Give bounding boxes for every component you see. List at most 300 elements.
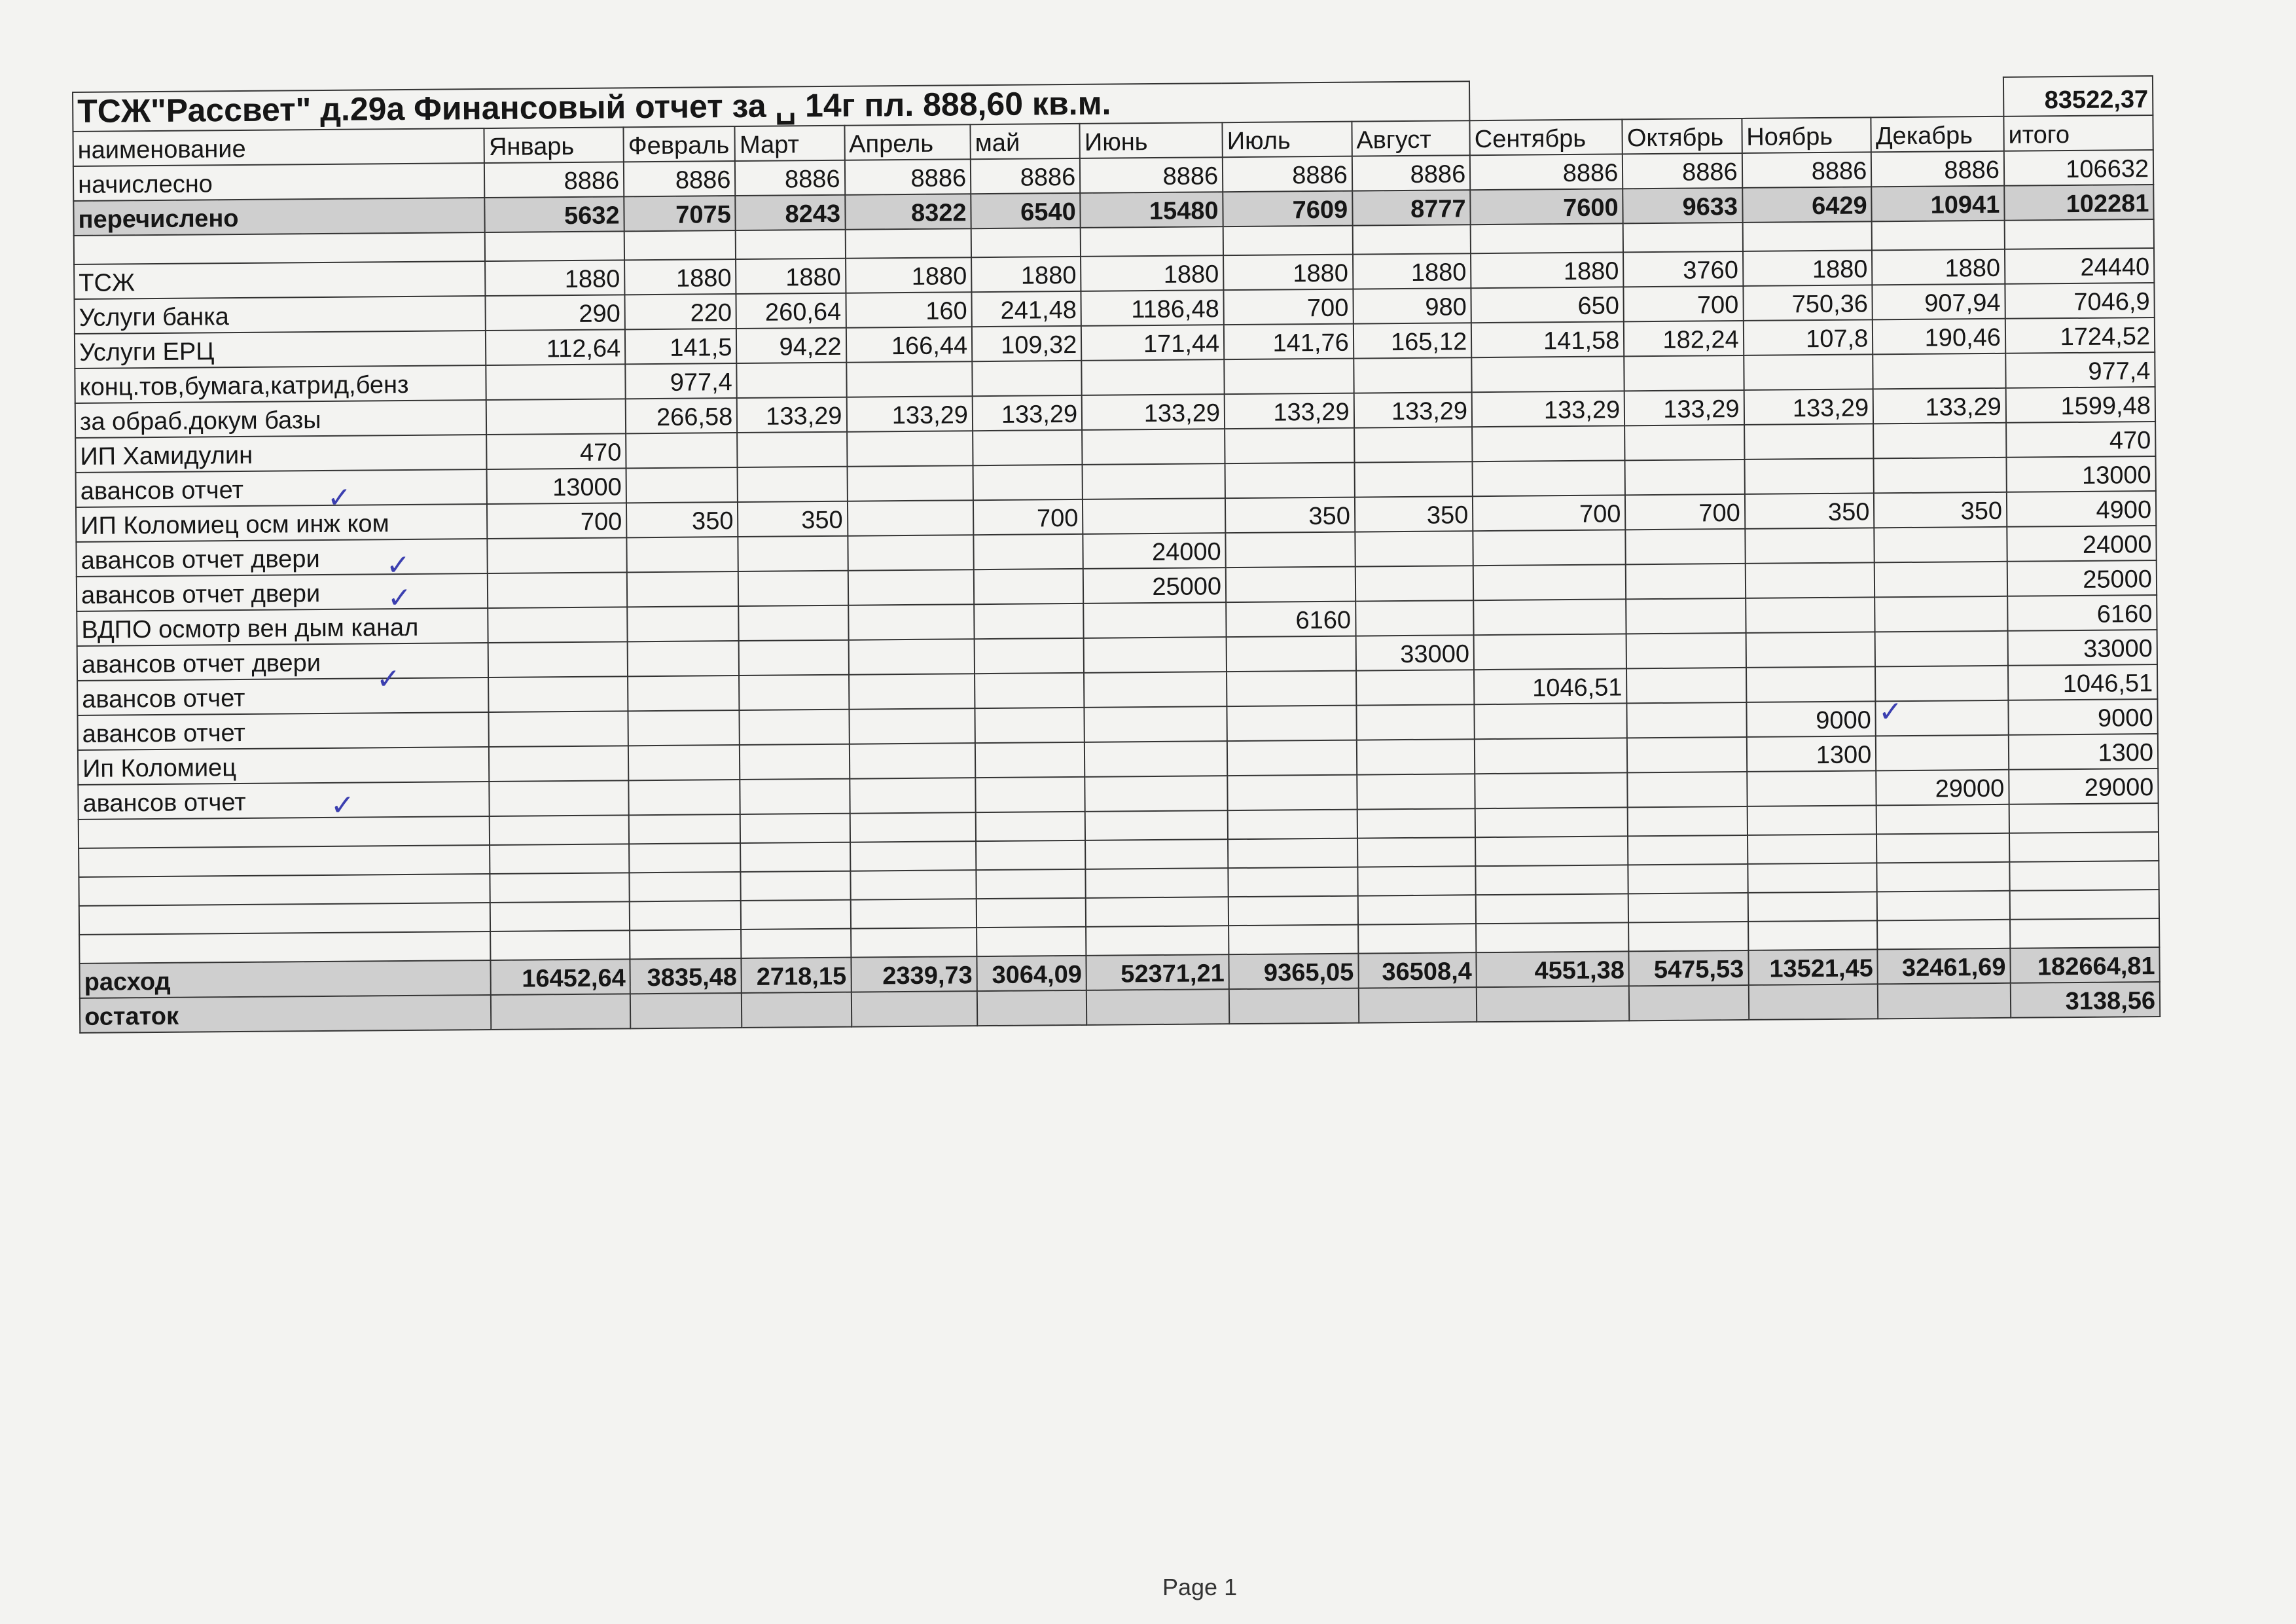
value-cell: [1085, 776, 1228, 812]
value-cell: 6160: [1226, 601, 1355, 637]
value-cell: [742, 992, 852, 1027]
empty-cell: [1357, 895, 1476, 924]
value-cell: [1873, 422, 2006, 458]
value-cell: 10941: [1871, 185, 2004, 221]
value-cell: 8886: [971, 158, 1081, 193]
empty-cell: [741, 899, 851, 929]
value-cell: [1746, 632, 1875, 668]
value-cell: 133,29: [1624, 389, 1744, 425]
value-cell: 190,46: [1873, 318, 2005, 354]
value-cell: [739, 674, 849, 710]
value-cell: [1357, 774, 1475, 809]
value-cell: 1880: [1081, 255, 1223, 291]
value-cell: [738, 535, 848, 571]
value-cell: [1475, 738, 1627, 774]
row-label: остаток: [80, 995, 492, 1033]
value-cell: [1475, 772, 1627, 808]
value-cell: 5475,53: [1629, 950, 1749, 985]
value-cell: 141,76: [1224, 323, 1354, 359]
row-label: ТСЖ: [74, 261, 486, 299]
row-total: 102281: [2004, 185, 2154, 221]
value-cell: [1874, 457, 2007, 493]
empty-cell: [736, 229, 846, 259]
empty-cell: [629, 843, 741, 873]
value-cell: [1744, 424, 1874, 460]
row-label: Услуги ЕРЦ: [75, 331, 486, 369]
empty-cell: [1628, 921, 1748, 950]
value-cell: 220: [625, 294, 737, 329]
value-cell: 1880: [1471, 252, 1623, 288]
empty-cell: [2009, 803, 2159, 833]
empty-cell: [850, 812, 976, 842]
empty-cell: [624, 230, 736, 260]
financial-report-sheet: [72, 75, 2161, 1033]
value-cell: 1880: [736, 258, 846, 293]
value-cell: [1626, 598, 1746, 633]
value-cell: [630, 993, 742, 1028]
row-label: ВДПО осмотр вен дым канал: [77, 608, 488, 646]
value-cell: 133,29: [737, 397, 847, 432]
value-cell: [1227, 636, 1356, 672]
value-cell: 8886: [844, 159, 971, 195]
value-cell: [851, 991, 977, 1027]
value-cell: [626, 467, 738, 503]
value-cell: [739, 605, 849, 640]
column-header-month: Март: [735, 125, 845, 160]
value-cell: [486, 399, 626, 435]
value-cell: 241,48: [971, 291, 1081, 326]
value-cell: [1624, 355, 1744, 390]
empty-cell: [79, 931, 491, 964]
value-cell: 160: [846, 292, 972, 328]
empty-cell: [1742, 221, 1872, 251]
checkmark-icon: ✓: [386, 549, 410, 582]
value-cell: [1473, 599, 1626, 635]
value-cell: [1226, 566, 1355, 602]
value-cell: 3760: [1623, 251, 1743, 286]
checkmark-icon: ✓: [331, 789, 355, 822]
value-cell: [972, 360, 1082, 395]
value-cell: 166,44: [846, 327, 972, 363]
empty-cell: [1476, 922, 1628, 952]
value-cell: [627, 571, 739, 607]
row-total: 6160: [2007, 595, 2157, 631]
value-cell: [1473, 564, 1626, 600]
value-cell: 133,29: [1744, 389, 1873, 425]
row-total: 24000: [2007, 526, 2157, 562]
empty-cell: [1229, 924, 1358, 954]
value-cell: 980: [1353, 288, 1471, 323]
value-cell: 16452,64: [491, 959, 630, 995]
value-cell: 470: [486, 433, 626, 469]
value-cell: [1745, 562, 1874, 598]
empty-cell: [1228, 838, 1357, 868]
value-cell: [1473, 530, 1626, 566]
value-cell: 9633: [1623, 187, 1742, 223]
value-cell: [1629, 984, 1749, 1020]
value-cell: [973, 464, 1083, 499]
empty-cell: [740, 813, 850, 842]
value-cell: [1086, 989, 1229, 1025]
row-label: авансов отчет: [77, 712, 489, 750]
row-total: 24440: [2005, 248, 2155, 284]
value-cell: 24000: [1083, 533, 1226, 569]
row-total: 1724,52: [2005, 317, 2155, 353]
empty-cell: [79, 903, 491, 935]
column-header-month: май: [970, 123, 1080, 158]
empty-cell: [1229, 895, 1358, 926]
value-cell: [739, 640, 849, 675]
row-total: 9000: [2008, 699, 2158, 735]
value-cell: 8886: [1223, 156, 1352, 192]
value-cell: 350: [738, 501, 848, 536]
value-cell: 165,12: [1354, 323, 1472, 358]
value-cell: [1626, 563, 1746, 598]
value-cell: [1748, 984, 1878, 1020]
value-cell: 133,29: [1472, 391, 1624, 427]
value-cell: 1880: [1743, 250, 1873, 286]
empty-cell: [2005, 219, 2154, 249]
value-cell: [628, 780, 740, 815]
empty-cell: [1628, 863, 1748, 893]
empty-cell: [490, 901, 630, 931]
value-cell: [1359, 987, 1477, 1022]
column-header-month: Сентябрь: [1470, 119, 1623, 155]
value-cell: [1357, 739, 1475, 774]
value-cell: [627, 606, 739, 641]
financial-report-table: [72, 75, 2161, 1033]
value-cell: [1745, 528, 1874, 564]
value-cell: [975, 707, 1085, 742]
value-cell: 8886: [1470, 154, 1623, 190]
value-cell: 107,8: [1743, 319, 1873, 355]
value-cell: 290: [486, 295, 625, 331]
value-cell: 700: [973, 499, 1083, 534]
empty-cell: [1475, 836, 1628, 866]
empty-cell: [2009, 860, 2159, 890]
checkmark-icon: ✓: [376, 662, 401, 696]
value-cell: 8886: [624, 161, 736, 196]
empty-cell: [1628, 835, 1748, 864]
empty-cell: [1877, 861, 2010, 892]
value-cell: 3835,48: [630, 958, 742, 994]
value-cell: 700: [487, 503, 626, 539]
value-cell: 1186,48: [1081, 290, 1224, 326]
value-cell: [626, 433, 738, 468]
value-cell: [850, 778, 976, 814]
row-label: авансов отчет: [77, 677, 489, 715]
empty-cell: [1086, 926, 1229, 956]
empty-cell: [630, 929, 742, 959]
empty-cell: [1357, 808, 1475, 838]
value-cell: [738, 466, 848, 501]
value-cell: 171,44: [1081, 325, 1224, 361]
empty-cell: [1872, 220, 2005, 250]
value-cell: [1355, 531, 1473, 566]
value-cell: [1227, 670, 1356, 706]
value-cell: [1874, 561, 2007, 597]
value-cell: 94,22: [736, 327, 846, 363]
column-header-month: Июль: [1223, 121, 1352, 157]
value-cell: [1355, 566, 1473, 601]
column-header-month: Июнь: [1080, 122, 1223, 158]
value-cell: [489, 711, 628, 747]
value-cell: [1746, 666, 1876, 702]
value-cell: [626, 537, 738, 572]
value-cell: 700: [1224, 289, 1354, 325]
empty-cell: [1748, 834, 1877, 864]
value-cell: 350: [626, 502, 738, 537]
empty-cell: [1748, 892, 1877, 922]
value-cell: [847, 431, 973, 467]
value-cell: [1229, 988, 1359, 1024]
row-total: 29000: [2009, 768, 2159, 804]
row-total: 13000: [2006, 456, 2156, 492]
value-cell: 109,32: [972, 325, 1082, 361]
value-cell: [1083, 602, 1226, 638]
empty-cell: [1628, 806, 1748, 835]
row-total: 7046,9: [2005, 283, 2155, 319]
value-cell: [1627, 702, 1747, 737]
row-label: авансов отчет: [76, 469, 488, 507]
value-cell: 1880: [624, 259, 736, 295]
column-header-month: Февраль: [624, 126, 736, 162]
value-cell: 700: [1625, 494, 1745, 529]
empty-cell: [2010, 889, 2159, 919]
empty-cell: [485, 231, 624, 261]
empty-cell: [1085, 810, 1228, 840]
empty-cell: [1357, 866, 1476, 895]
row-label: конц.тов,бумага,катрид,бенз: [75, 365, 486, 403]
row-label: расход: [79, 960, 491, 998]
checkmark-icon: ✓: [1878, 695, 1903, 729]
empty-cell: [2009, 831, 2159, 861]
empty-cell: [1352, 225, 1471, 254]
value-cell: [1472, 425, 1624, 461]
value-cell: 36508,4: [1358, 952, 1477, 988]
value-cell: [1356, 670, 1475, 705]
value-cell: [1083, 463, 1225, 499]
empty-cell: [1476, 893, 1628, 924]
value-cell: [490, 780, 629, 816]
value-cell: [1084, 637, 1227, 673]
value-cell: 7600: [1470, 189, 1623, 225]
value-cell: 8886: [1871, 151, 2004, 187]
value-cell: [1225, 427, 1354, 463]
empty-cell: [629, 872, 741, 901]
empty-cell: [1228, 809, 1357, 839]
empty-cell: [851, 928, 977, 958]
value-cell: 7075: [624, 196, 736, 231]
value-cell: 2718,15: [742, 957, 852, 992]
value-cell: [1227, 705, 1357, 741]
empty-cell: [490, 815, 629, 845]
value-cell: 1880: [485, 260, 624, 296]
empty-cell: [490, 844, 629, 874]
value-cell: [1876, 734, 2009, 770]
value-cell: [1625, 459, 1745, 494]
value-cell: 8886: [1623, 153, 1742, 188]
value-cell: [848, 535, 974, 571]
value-cell: [848, 569, 974, 605]
value-cell: [1744, 354, 1873, 390]
value-cell: 1300: [1746, 736, 1876, 772]
row-label: авансов отчет двери: [77, 643, 489, 681]
empty-cell: [1228, 867, 1357, 897]
value-cell: [1878, 983, 2011, 1019]
empty-cell: [1877, 919, 2010, 949]
checkmark-icon: ✓: [387, 581, 412, 615]
value-cell: 8886: [1080, 157, 1223, 193]
value-cell: 25000: [1083, 568, 1226, 604]
value-cell: [628, 745, 740, 780]
value-cell: [848, 639, 975, 675]
value-cell: [740, 778, 850, 814]
value-cell: 182,24: [1624, 320, 1744, 355]
value-cell: [488, 607, 627, 643]
value-cell: 112,64: [486, 329, 625, 365]
value-cell: [849, 708, 975, 744]
value-cell: [973, 429, 1083, 465]
empty-cell: [1475, 807, 1628, 837]
value-cell: [628, 641, 740, 676]
value-cell: 977,4: [625, 363, 737, 399]
value-cell: [975, 776, 1085, 812]
value-cell: [489, 746, 628, 782]
row-total: 977,4: [2005, 352, 2155, 388]
value-cell: 133,29: [846, 396, 973, 432]
value-cell: 9000: [1746, 701, 1876, 737]
empty-cell: [1628, 892, 1748, 922]
empty-cell: [971, 227, 1081, 257]
empty-cell: [1876, 804, 2009, 834]
value-cell: [1224, 358, 1354, 394]
value-cell: 2339,73: [851, 956, 977, 992]
empty-cell: [741, 928, 851, 958]
value-cell: [1474, 634, 1626, 670]
row-total: 470: [2006, 422, 2156, 458]
value-cell: [1873, 353, 2005, 389]
value-cell: 907,94: [1873, 283, 2005, 319]
row-label: ИП Хамидулин: [75, 435, 487, 473]
empty-cell: [1748, 920, 1878, 950]
value-cell: 33000: [1355, 635, 1474, 670]
empty-cell: [1223, 225, 1353, 255]
row-label: авансов отчет двери: [77, 573, 488, 611]
value-cell: 141,58: [1471, 321, 1624, 357]
value-cell: [738, 570, 848, 605]
value-cell: 6540: [971, 192, 1081, 228]
value-cell: [1085, 741, 1227, 777]
column-header-month: Январь: [484, 127, 624, 163]
value-cell: 15480: [1081, 192, 1223, 228]
empty-cell: [741, 871, 851, 900]
value-cell: 133,29: [1082, 394, 1225, 430]
value-cell: 133,29: [1354, 392, 1472, 427]
value-cell: [848, 604, 975, 640]
row-total: 3138,56: [2011, 981, 2161, 1017]
value-cell: [1356, 704, 1475, 740]
empty-cell: [1086, 868, 1229, 898]
value-cell: [1747, 770, 1876, 806]
row-label: начислесно: [73, 163, 485, 201]
empty-cell: [629, 814, 741, 844]
value-cell: [1626, 528, 1746, 564]
value-cell: [1473, 460, 1625, 496]
empty-cell: [976, 811, 1086, 840]
empty-cell: [1086, 897, 1229, 927]
value-cell: [1085, 706, 1227, 742]
value-cell: [977, 990, 1087, 1025]
value-cell: 29000: [1876, 769, 2009, 805]
value-cell: 350: [1745, 493, 1874, 529]
value-cell: [849, 674, 975, 710]
value-cell: [488, 641, 628, 677]
column-header-month: Декабрь: [1871, 116, 2004, 152]
value-cell: 32461,69: [1878, 948, 2011, 984]
value-cell: [1627, 736, 1747, 772]
empty-cell: [79, 816, 490, 848]
empty-cell: [79, 874, 490, 906]
value-cell: [1355, 600, 1474, 636]
value-cell: [973, 533, 1083, 569]
value-cell: 750,36: [1743, 285, 1873, 321]
value-cell: [975, 638, 1085, 673]
empty-cell: [630, 901, 742, 930]
value-cell: [1874, 526, 2007, 562]
row-label: перечислено: [73, 198, 485, 236]
value-cell: 260,64: [736, 293, 846, 328]
value-cell: [740, 744, 850, 779]
empty-cell: [79, 845, 490, 877]
report-title: ТСЖ"Рассвет" д.29а Финансовый отчет за ␣ 14г пл. 888,60 кв.м.: [73, 81, 1470, 131]
value-cell: [1626, 667, 1746, 702]
empty-cell: [740, 842, 850, 871]
value-cell: [1084, 672, 1227, 708]
row-total: 1300: [2009, 734, 2159, 770]
column-header-total: итого: [2003, 115, 2153, 151]
value-cell: 1046,51: [1474, 668, 1626, 704]
value-cell: [849, 743, 975, 779]
empty-cell: [977, 897, 1086, 927]
value-cell: [740, 709, 850, 744]
value-cell: 3064,09: [977, 955, 1086, 990]
empty-cell: [976, 840, 1086, 869]
value-cell: 350: [1874, 492, 2007, 528]
value-cell: 8777: [1352, 190, 1471, 225]
empty-cell: [1876, 833, 2009, 863]
value-cell: 1880: [971, 256, 1081, 291]
value-cell: [847, 465, 973, 501]
row-total: 25000: [2007, 560, 2157, 596]
value-cell: 141,5: [625, 329, 737, 364]
value-cell: 8886: [1742, 152, 1871, 188]
value-cell: 13000: [487, 468, 626, 504]
value-cell: [628, 676, 740, 711]
empty-cell: [1748, 863, 1877, 893]
value-cell: [975, 742, 1085, 777]
value-cell: 700: [1473, 495, 1625, 531]
value-cell: [1082, 359, 1225, 395]
empty-cell: [977, 926, 1086, 956]
empty-cell: [1085, 839, 1228, 869]
value-cell: [975, 672, 1085, 708]
value-cell: 650: [1471, 287, 1624, 323]
empty-cell: [74, 232, 486, 264]
row-label: за обраб.докум базы: [75, 400, 487, 438]
value-cell: 350: [1225, 497, 1355, 533]
value-cell: [1471, 356, 1624, 392]
